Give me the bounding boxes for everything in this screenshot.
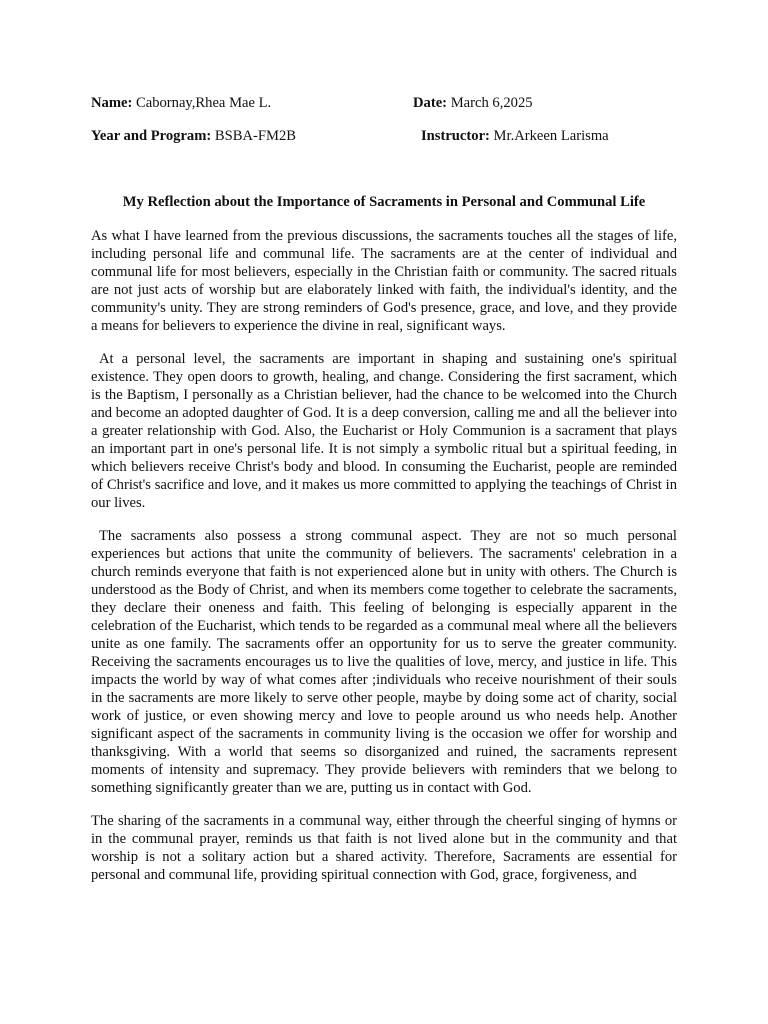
- reflection-body: [91, 227, 677, 899]
- instructor-label: Instructor:: [421, 128, 490, 144]
- paragraph-3: The sacraments also possess a strong communal aspect. They are not so much personal experiences but actions that unite the community of believers. The sacraments' celebration in a church reminds everyone that faith is not experienced alone but in unity with others. The Church is understood as the Body of Christ, and when its members come together to celebrate the sacraments, they declare their oneness and faith. This feeling of belonging is especially apparent in the celebration of the Eucharist, which tends to be regarded as a communal meal where all the believers unite as one family. The sacraments offer an opportunity for us to serve the greater community. Receiving the sacraments encourages us to live the qualities of love, mercy, and justice in life. This impacts the world by way of what comes after ;individuals who receive nourishment of their souls in the sacraments are more likely to serve other people, maybe by doing some act of charity, social work of justice, or even showing mercy and love to people around us who needs help. Another significant aspect of the sacraments in community living is the occasion we offer for worship and thanksgiving. With a world that seems so disorganized and ruined, the sacraments represent moments of intensity and supremacy. They provide believers with reminders that we belong to something significantly greater than we are, putting us in contact with God.: [91, 528, 677, 796]
- paragraph-1: As what I have learned from the previous discussions, the sacraments touches all the stages of life, including personal life and communal life. The sacraments are at the center of individual and communal life for most believers, especially in the Christian faith or community. The sacred rituals are not just acts of worship but are elaborately linked with faith, the individual's identity, and the community's unity. They are strong reminders of God's presence, grace, and love, and they provide a means for believers to experience the divine in real, significant ways.: [91, 228, 677, 334]
- date-line: [413, 94, 533, 112]
- name-line: [91, 94, 271, 112]
- date-label: Date:: [413, 95, 448, 111]
- year-program-value: BSBA-FM2B: [211, 128, 297, 144]
- instructor-value: Mr.Arkeen Larisma: [489, 128, 609, 144]
- instructor-line: [421, 127, 609, 145]
- year-program-label: Year and Program:: [91, 128, 212, 144]
- document-title: My Reflection about the Importance of Sacraments in Personal and Communal Life: [122, 194, 646, 210]
- paragraph-2: At a personal level, the sacraments are important in shaping and sustaining one's spiritual existence. They open doors to growth, healing, and change. Considering the first sacrament, which is the Baptism, I personally as a Christian believer, had the chance to be welcomed into the Church and become an adopted daughter of God. It is a deep conversion, calling me and all the believer into a greater relationship with God. Also, the Eucharist or Holy Communion is a sacrament that plays an important part in one's personal life. It is not simply a symbolic ritual but a spiritual feeding, in which believers receive Christ's body and blood. In consuming the Eucharist, people are reminded of Christ's sacrifice and love, and it makes us more committed to applying the teachings of Christ in our lives.: [91, 351, 677, 511]
- paragraph-4: The sharing of the sacraments in a communal way, either through the cheerful singing of hymns or in the communal prayer, reminds us that faith is not lived alone but in the community and that worship is not a solitary action but a shared activity. Therefore, Sacraments are essential for personal and communal life, providing spiritual connection with God, grace, forgiveness, and: [91, 813, 677, 883]
- date-value: March 6,2025: [447, 95, 533, 111]
- name-value: Cabornay,Rhea Mae L.: [132, 95, 272, 111]
- year-program-line: [91, 127, 296, 145]
- name-label: Name:: [91, 95, 133, 111]
